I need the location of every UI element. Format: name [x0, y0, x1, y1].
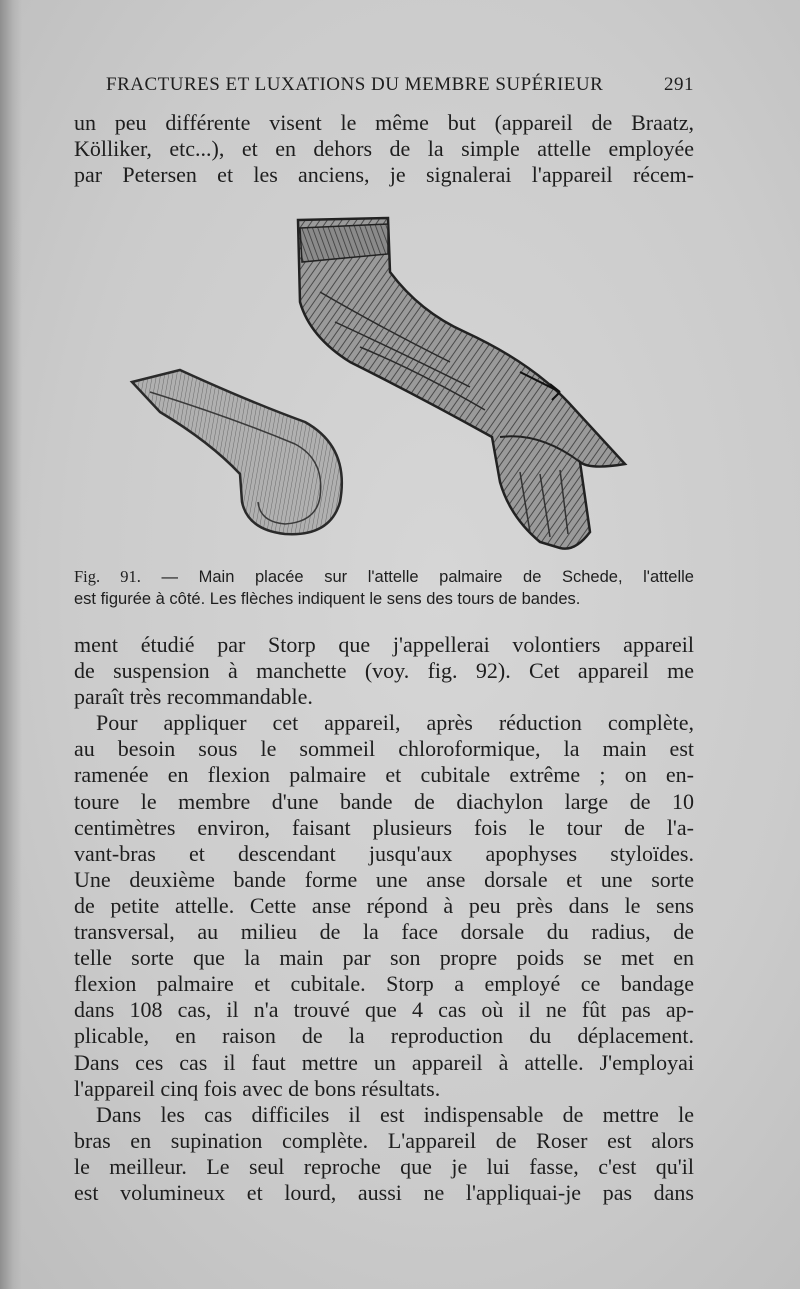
text-line: ment étudié par Storp que j'appellerai volontiers appareil	[74, 632, 694, 657]
text-line: un peu différente visent le même but (appareil de Braatz,	[74, 110, 694, 135]
splint-drawing	[132, 370, 342, 534]
figure-illustration	[120, 212, 640, 560]
text-line: plicable, en raison de la reproduction du déplacement.	[74, 1023, 694, 1049]
text-line: le meilleur. Le seul reproche que je lui fasse, c'est qu'il	[74, 1153, 694, 1179]
text-line: Pour appliquer cet appareil, après réduction complète,	[96, 710, 694, 736]
text-line: paraît très recommandable.	[74, 684, 313, 710]
caption-line: est figurée à côté. Les flèches indiquent le sens des tours de bandes.	[74, 590, 581, 608]
caption-line: — Main placée sur l'attelle palmaire de Schede, l'attelle	[161, 568, 694, 586]
text-line: Dans ces cas il faut mettre un appareil à attelle. J'employai	[74, 1049, 694, 1075]
text-line: ramenée en flexion palmaire et cubitale extrême ; on en-	[74, 762, 694, 788]
text-line: par Petersen et les anciens, je signalerai l'appareil récem-	[74, 162, 694, 188]
bandaged-arm-drawing	[298, 218, 625, 549]
text-line: au besoin sous le sommeil chloroformique, la main est	[74, 736, 694, 762]
text-line: transversal, au milieu de la face dorsale du radius, de	[74, 919, 694, 945]
running-title: FRACTURES ET LUXATIONS DU MEMBRE SUPÉRIEUR	[106, 74, 604, 95]
running-head	[106, 74, 694, 100]
text-line: de suspension à manchette (voy. fig. 92). Cet appareil me	[74, 658, 694, 684]
hand-splint-illustration	[120, 212, 640, 560]
text-line: l'appareil cinq fois avec de bons résultats.	[74, 1075, 441, 1101]
text-line: toure le membre d'une bande de diachylon large de 10	[74, 788, 694, 814]
text-line: telle sorte que la main par son propre poids se met en	[74, 945, 694, 971]
text-line: est volumineux et lourd, aussi ne l'appliquai-je pas dans	[74, 1179, 694, 1205]
figure-label: Fig. 91.	[74, 567, 141, 586]
text-line: Une deuxième bande forme une anse dorsale et une sorte	[74, 866, 694, 892]
text-line: flexion palmaire et cubitale. Storp a employé ce bandage	[74, 971, 694, 997]
page-number: 291	[664, 74, 694, 95]
figure-caption	[74, 566, 694, 610]
text-line: centimètres environ, faisant plusieurs fois le tour de l'a-	[74, 814, 694, 840]
text-line: Kölliker, etc...), et en dehors de la simple attelle employée	[74, 136, 694, 162]
text-line: de petite attelle. Cette anse répond à peu près dans le sens	[74, 892, 694, 918]
text-line: Dans les cas difficiles il est indispensable de mettre le	[96, 1101, 694, 1127]
top-paragraph	[74, 110, 694, 188]
text-line: bras en supination complète. L'appareil de Roser est alors	[74, 1127, 694, 1153]
text-line: vant-bras et descendant jusqu'aux apophyses styloïdes.	[74, 840, 694, 866]
text-line: dans 108 cas, il n'a trouvé que 4 cas où il ne fût pas ap-	[74, 997, 694, 1023]
body-paragraphs	[74, 632, 694, 1206]
